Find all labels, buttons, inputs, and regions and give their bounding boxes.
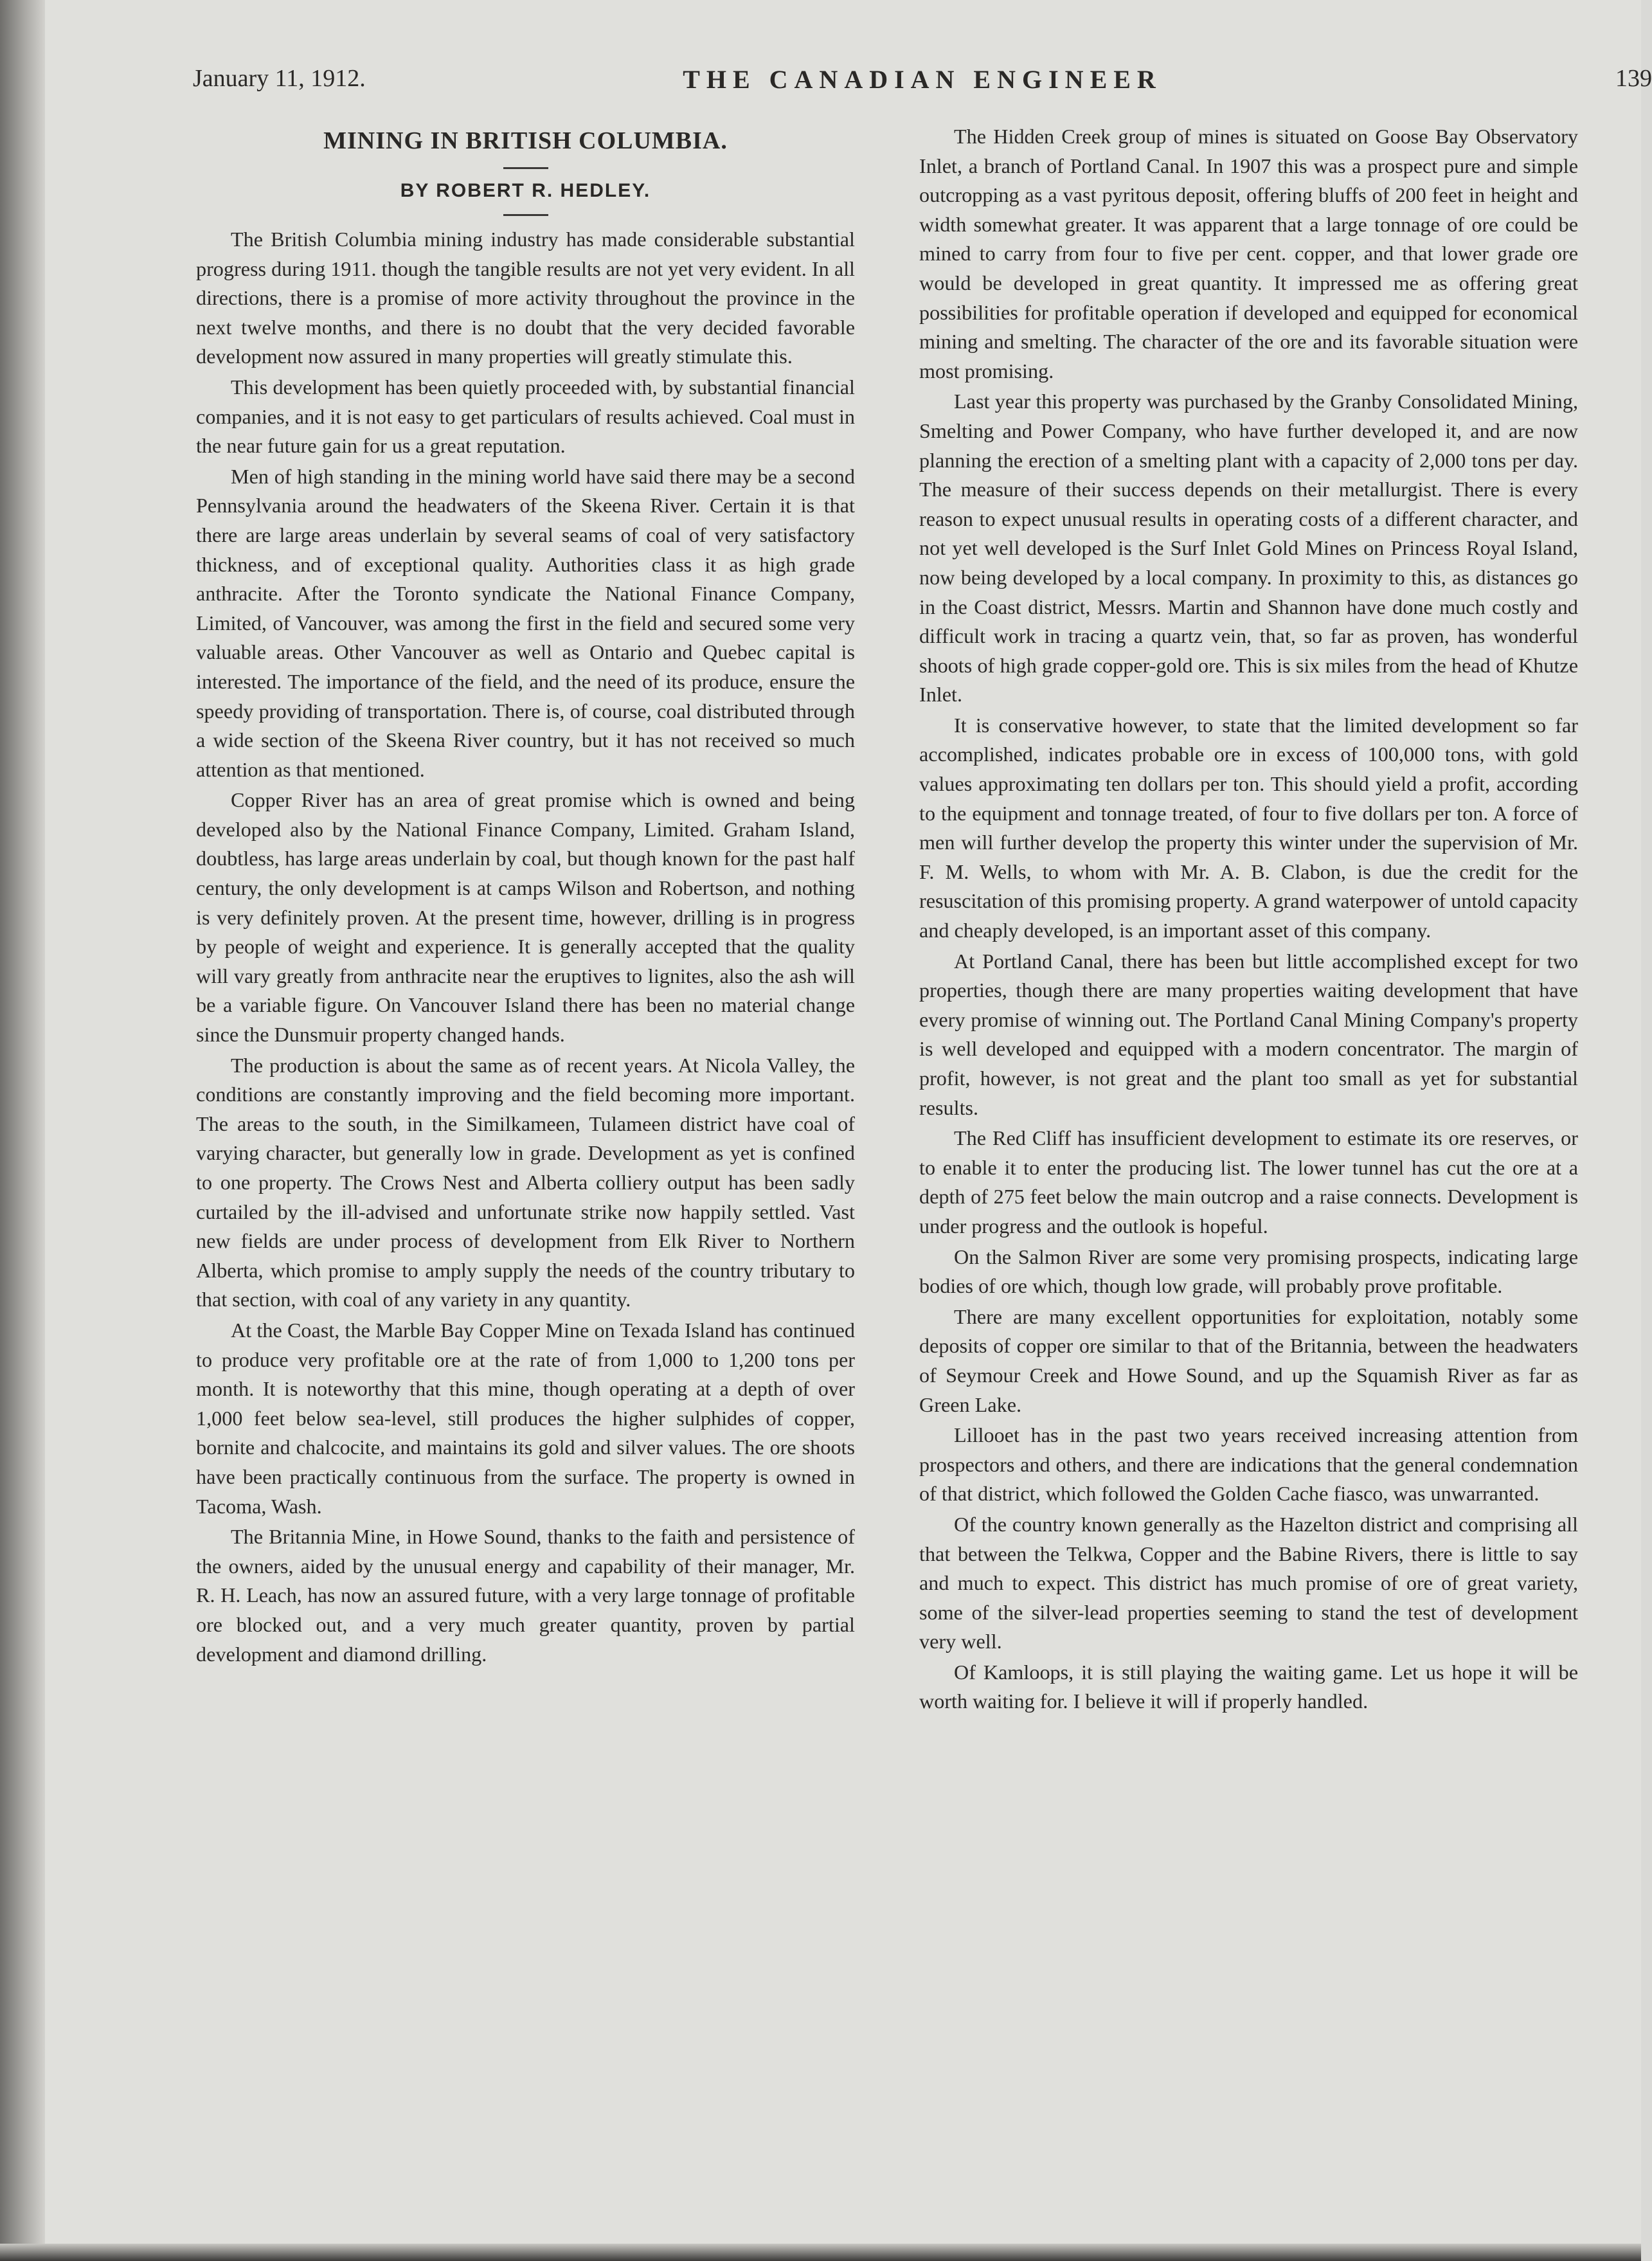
byline-rule (503, 214, 548, 216)
paragraph: The Hidden Creek group of mines is situated on Goose Bay Observatory Inlet, a branch of Portland Canal. In 1907 this was a prospect pure and simple outcropping as a vast pyritous deposit, offering bluffs of 200 feet in height and width somewhat greater. It was apparent that a large tonnage of ore could be mined to carry from four to five per cent. copper, and that lower grade ore would be developed in great quantity. It impressed me as offering great possibilities for profitable operation if developed and equipped for economical mining and smelting. The character of the ore and its favorable situation were most promising. (919, 125, 1578, 383)
paragraph: Last year this property was purchased by the Granby Consolidated Mining, Smelting and Power Company, who have further developed it, and are now planning the erection of a smelting plant with a capacity of 2,000 tons per day. The measure of their success depends on their metallurgist. There is every reason to expect unusual results in operating costs of a different character, and not yet well developed is the Surf Inlet Gold Mines on Princess Royal Island, now being developed by a local company. In proximity to this, as distances go in the Coast district, Messrs. Martin and Shannon have done much costly and difficult work in tracing a quartz vein, that, so far as proven, has wonderful shoots of high grade copper-gold ore. This is six miles from the head of Khutze Inlet. (919, 390, 1578, 707)
paragraph: At Portland Canal, there has been but little accomplished except for two properties, though there are many properties waiting development that have every promise of winning out. The Portland Canal Mining Company's property is well developed and equipped with a modern concentrator. The margin of profit, however, is not great and the plant too small as yet for substantial results. (919, 949, 1578, 1119)
paragraph: Of Kamloops, it is still playing the waiting game. Let us hope it will be worth waiting for. I believe it will if properly handled. (919, 1660, 1578, 1713)
article-title: MINING IN BRITISH COLUMBIA. (323, 127, 728, 154)
paragraph: Men of high standing in the mining world have said there may be a second Pennsylvania around the headwaters of the Skeena River. Certain it is that there are large areas underlain by several seams of coal of very satisfactory thickness, and of exceptional quality. Authorities class it as high grade anthracite. After the Toronto syndicate the National Finance Company, Limited, of Vancouver, was among the first in the field and secured some very valuable areas. Other Vancouver as well as Ontario and Quebec capital is interested. The importance of the field, and the need of its produce, ensure the speedy providing of transportation. There is, of course, coal distributed through a wide section of the Skeena River country, but it has not received so much attention as that mentioned. (196, 464, 855, 781)
paragraph: The British Columbia mining industry has made considerable substantial progress during 1911. though the tangible results are not yet very evident. In all directions, there is a promise of more activity throughout the province in the next twelve months, and there is no doubt that the very decided favorable development now assured in many properties will greatly stimulate this. (196, 228, 855, 368)
paragraph: The Britannia Mine, in Howe Sound, thanks to the faith and persistence of the owners, aided by the unusual energy and capability of their manager, Mr. R. H. Leach, has now an assured future, with a very large tonnage of profitable ore blocked out, and a very much greater quantity, proven by partial development and diamond drilling. (196, 1525, 855, 1666)
page (45, 0, 1652, 2244)
paragraph: This development has been quietly proceeded with, by substantial financial companies, and it is not easy to get particulars of results achieved. Coal must in the near future gain for us a great reputation. (196, 375, 855, 458)
paragraph: It is conservative however, to state that the limited development so far accomplished, indicates probable ore in excess of 100,000 tons, with gold values approximating ten dollars per ton. This should yield a profit, according to the equipment and tonnage treated, of four to five dollars per ton. A force of men will further develop the property this winter under the supervision of Mr. F. M. Wells, to whom with Mr. A. B. Clabon, is due the credit for the resuscitation of this promising property. A grand waterpower of untold capacity and cheaply developed, is an important asset of this company. (919, 713, 1578, 942)
paragraph: On the Salmon River are some very promising prospects, indicating large bodies of ore which, though low grade, will probably prove profitable. (919, 1245, 1578, 1298)
left-column (196, 122, 855, 1670)
book-binding-shadow (0, 0, 45, 2261)
paragraph: Copper River has an area of great promise which is owned and being developed also by the National Finance Company, Limited. Graham Island, doubtless, has large areas underlain by coal, but though known for the past half century, the only development is at camps Wilson and Robertson, and nothing is very definitely proven. At the present time, however, drilling is in progress by people of weight and experience. It is generally accepted that the quality will vary greatly from anthracite near the eruptives to lignites, also the ash will be a variable figure. On Vancouver Island there has been no material change since the Dunsmuir property changed hands. (196, 788, 855, 1047)
paragraph: Lillooet has in the past two years received increasing attention from prospectors and others, and there are indications that the general condemnation of that district, which followed the Golden Cache fiasco, was unwarranted. (919, 1423, 1578, 1506)
paragraph: The Red Cliff has insufficient development to estimate its ore reserves, or to enable it to enter the producing list. The lower tunnel has cut the ore at a depth of 275 feet below the main outcrop and a raise connects. Development is under progress and the outlook is hopeful. (919, 1126, 1578, 1238)
journal-title: THE CANADIAN ENGINEER (683, 65, 1162, 94)
issue-date: January 11, 1912. (193, 65, 366, 92)
right-column (919, 122, 1578, 1718)
page-bottom-edge (0, 2244, 1641, 2261)
paragraph: The production is about the same as of recent years. At Nicola Valley, the conditions are constantly improving and the field becoming more important. The areas to the south, in the Similkameen, Tulameen district have coal of varying character, but generally low in grade. Development as yet is confined to one property. The Crows Nest and Alberta colliery output has been sadly curtailed by the ill-advised and unfortunate strike now happily settled. Vast new fields are under process of development from Elk River to Northern Alberta, which promise to amply supply the needs of the country tributary to that section, with coal of any variety in any quantity. (196, 1053, 855, 1311)
paragraph: At the Coast, the Marble Bay Copper Mine on Texada Island has continued to produce very profitable ore at the rate of from 1,000 to 1,200 tons per month. It is noteworthy that this mine, though operating at a depth of over 1,000 feet below sea-level, still produces the higher sulphides of copper, bornite and chalcocite, and maintains its gold and silver values. The ore shoots have been practically continuous from the surface. The property is owned in Tacoma, Wash. (196, 1318, 855, 1518)
title-rule (503, 167, 548, 169)
running-head (193, 64, 1652, 103)
paragraph: There are many excellent opportunities for exploitation, notably some deposits of copper ore similar to that of the Britannia, between the headwaters of Seymour Creek and Howe Sound, and up the Squamish River as far as Green Lake. (919, 1304, 1578, 1416)
page-number: 139 (1615, 65, 1652, 92)
article-byline: BY ROBERT R. HEDLEY. (400, 180, 651, 201)
paragraph: Of the country known generally as the Hazelton district and comprising all that between the Telkwa, Copper and the Babine Rivers, there is little to say and much to expect. This district has much promise of ore of great variety, some of the silver-lead properties seeming to stand the test of development very well. (919, 1512, 1578, 1653)
